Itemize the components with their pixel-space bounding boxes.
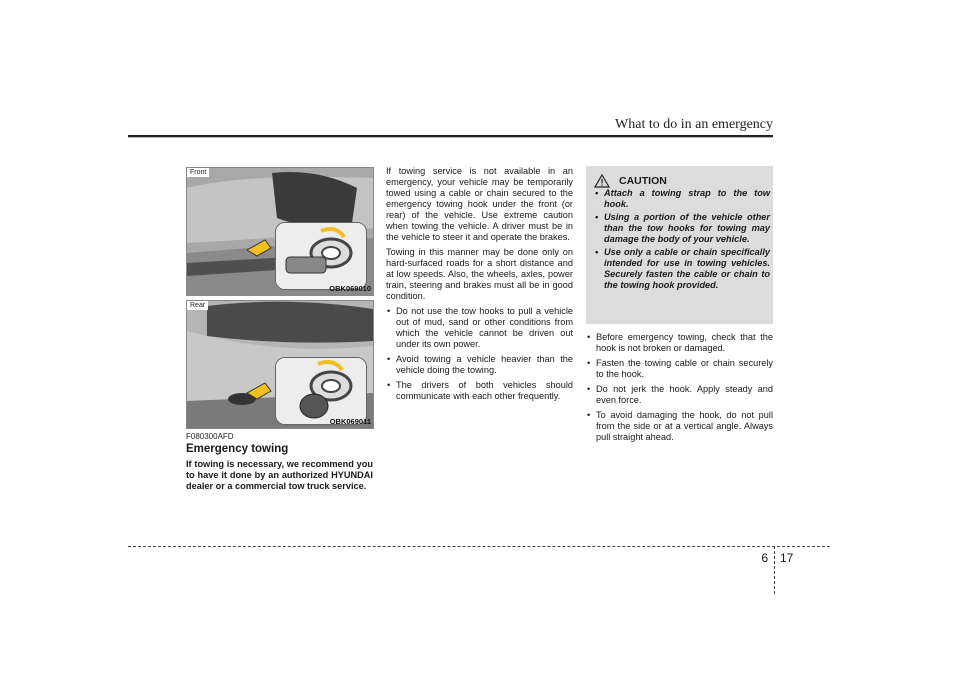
front-figure-label: Front — [187, 168, 209, 177]
caution-list — [594, 188, 770, 293]
header-rule-shadow — [128, 137, 773, 138]
rear-figure-code: OBK069011 — [329, 417, 371, 426]
warning-triangle-icon — [594, 174, 610, 188]
caution-box — [586, 166, 773, 324]
rear-tow-hook-figure — [186, 300, 374, 429]
list-item: • Using a portion of the vehicle other than the tow hooks for towing may damage the body of your vehicle. — [594, 212, 770, 245]
footer-divider — [128, 546, 830, 547]
tow-hook-icon — [276, 358, 366, 424]
paragraph: If towing service is not available in an emergency, your vehicle may be temporarily towed using a cable or chain secured to the emergency towing hook under the front (or rear) of the vehicle. Use extreme caution when towing the vehicle. A driver must be in the vehicle to steer it and operate the brakes. — [386, 166, 573, 242]
list-item: • Attach a towing strap to the tow hook. — [594, 188, 770, 210]
section-intro: If towing is necessary, we recommend you to have it done by an authorized HYUNDAI dealer or a commercial tow truck service. — [186, 459, 373, 491]
list-item: • Use only a cable or chain specifically intended for use in towing vehicles. Securely fasten the cable or chain to the towing hook provided. — [594, 247, 770, 291]
chapter-number: 6 — [761, 551, 768, 565]
front-tow-hook-figure — [186, 167, 374, 296]
page-number: 17 — [780, 551, 794, 565]
towing-instructions-column — [386, 166, 573, 406]
chapter-title: What to do in an emergency — [615, 117, 773, 132]
front-hook-detail-inset — [275, 222, 367, 290]
footer-vertical-divider — [774, 546, 775, 594]
paragraph: Towing in this manner may be done only on hard-surfaced roads for a short distance and at low speeds. Also, the wheels, axles, power train, steering and brakes must all be in good condition. — [386, 247, 573, 301]
list-item: • Before emergency towing, check that the hook is not broken or damaged. — [586, 332, 773, 354]
rear-hook-detail-inset — [275, 357, 367, 425]
list-item: • Fasten the towing cable or chain securely to the hook. — [586, 358, 773, 380]
section-code: F080300AFD — [186, 432, 234, 441]
front-figure-code: OBK069010 — [329, 284, 371, 293]
caution-title: CAUTION — [619, 175, 667, 187]
towing-bullet-list — [386, 306, 573, 402]
list-item: • The drivers of both vehicles should communicate with each other frequently. — [386, 380, 573, 402]
hook-bullet-list — [586, 332, 773, 443]
section-title: Emergency towing — [186, 443, 289, 455]
list-item: • Do not jerk the hook. Apply steady and even force. — [586, 384, 773, 406]
list-item: • To avoid damaging the hook, do not pull from the side or at a vertical angle. Always pull straight ahead. — [586, 410, 773, 443]
list-item: • Do not use the tow hooks to pull a vehicle out of mud, sand or other conditions from which the vehicle cannot be driven out under its own power. — [386, 306, 573, 350]
list-item: • Avoid towing a vehicle heavier than the vehicle doing the towing. — [386, 354, 573, 376]
tow-hook-icon — [276, 223, 366, 289]
rear-figure-label: Rear — [187, 301, 208, 310]
hook-precautions-column — [586, 332, 773, 447]
